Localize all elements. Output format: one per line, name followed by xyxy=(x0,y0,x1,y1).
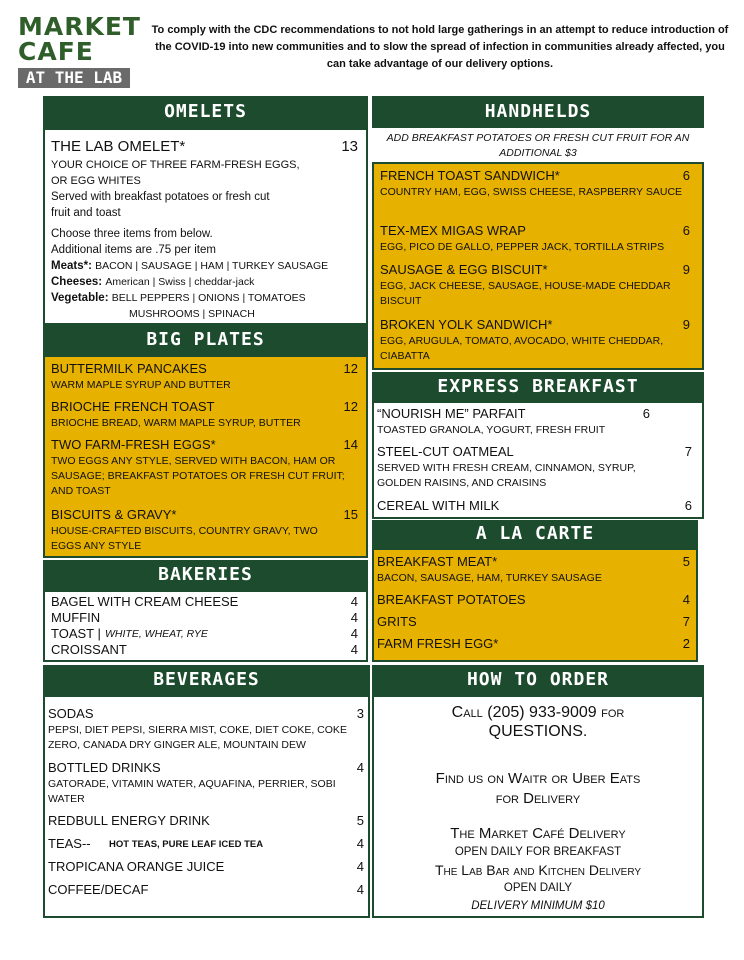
handhelds-section xyxy=(372,162,704,370)
item-description: PEPSI, DIET PEPSI, SIERRA MIST, COKE, DIET COKE, COKE ZERO, CANADA DRY GINGER ALE, MOUNTAIN DEW xyxy=(48,724,347,751)
item-price: 6 xyxy=(642,406,650,421)
item-price: 4 xyxy=(356,859,364,874)
item-description: BRIOCHE BREAD, WARM MAPLE SYRUP, BUTTER xyxy=(51,417,301,429)
item-description: HOUSE-CRAFTED BISCUITS, COUNTRY GRAVY, TWO EGGS ANY STYLE xyxy=(51,525,318,552)
item-name: BOTTLED DRINKS xyxy=(48,760,161,775)
item-name: TWO FARM-FRESH EGGS* xyxy=(51,437,216,452)
find-line-1: Find us on Waitr or Uber Eats xyxy=(435,770,641,787)
item-name: TROPICANA ORANGE JUICE xyxy=(48,859,225,874)
item-name: FRENCH TOAST SANDWICH* xyxy=(380,168,560,183)
express-breakfast-section xyxy=(372,401,704,519)
item-price: 2 xyxy=(682,636,690,651)
item-price: 9 xyxy=(682,317,690,332)
item-description: BACON, SAUSAGE, HAM, TURKEY SAUSAGE xyxy=(377,572,602,584)
cheeses-label: Cheeses: xyxy=(51,276,103,288)
item-price: 14 xyxy=(343,437,358,452)
market-cafe-hours: OPEN DAILY FOR BREAKFAST xyxy=(454,846,622,858)
item-description: GATORADE, VITAMIN WATER, AQUAFINA, PERRIER, SOBI WATER xyxy=(48,778,336,805)
menu-item xyxy=(45,626,366,642)
vegetable-label: Vegetable: xyxy=(51,292,109,304)
big-plates-heading: BIG PLATES xyxy=(43,325,368,355)
item-price: 7 xyxy=(682,614,690,629)
item-name: TOAST | xyxy=(51,626,101,641)
item-name: BREAKFAST POTATOES xyxy=(377,592,526,607)
logo-line-market: MARKET xyxy=(18,12,141,41)
cheeses-list: American | Swiss | cheddar-jack xyxy=(105,276,255,288)
lab-hours: OPEN DAILY xyxy=(503,882,573,894)
item-price: 5 xyxy=(356,813,364,828)
omelet-line: Served with breakfast potatoes or fresh cut xyxy=(51,191,270,203)
item-price: 6 xyxy=(682,223,690,238)
item-name: COFFEE/DECAF xyxy=(48,882,149,897)
a-la-carte-heading: A LA CARTE xyxy=(372,520,698,548)
beverages-section xyxy=(43,695,370,918)
find-line-2: for Delivery xyxy=(495,790,581,807)
menu-item xyxy=(45,610,366,626)
big-plates-section xyxy=(43,355,368,558)
item-price: 4 xyxy=(356,760,364,775)
omelet-title: THE LAB OMELET* xyxy=(51,138,186,155)
item-name: STEEL-CUT OATMEAL xyxy=(377,444,514,459)
omelet-options xyxy=(51,226,367,322)
item-name: BRIOCHE FRENCH TOAST xyxy=(51,399,215,414)
meats-list: BACON | SAUSAGE | HAM | TURKEY SAUSAGE xyxy=(95,260,329,272)
omelet-choose: Choose three items from below. xyxy=(51,228,213,240)
item-description: TWO EGGS ANY STYLE, SERVED WITH BACON, HAM OR SAUSAGE; BREAKFAST POTATOES OR FRESH CUT FRUIT; AND TOAST xyxy=(51,455,345,497)
omelet-line: OR EGG WHITES xyxy=(51,175,141,187)
express-breakfast-heading: EXPRESS BREAKFAST xyxy=(372,372,704,401)
item-name: TEAS-- xyxy=(48,836,91,851)
item-price: 4 xyxy=(350,642,358,657)
call-line-1: Call (205) 933-9009 for xyxy=(451,704,625,721)
menu-item xyxy=(45,642,366,658)
how-to-order-section xyxy=(372,695,704,918)
omelets-heading: OMELETS xyxy=(43,96,368,128)
item-description: TOASTED GRANOLA, YOGURT, FRESH FRUIT xyxy=(377,424,606,436)
item-description: WHITE, WHEAT, RYE xyxy=(105,628,208,640)
market-cafe-delivery: The Market Café Delivery xyxy=(450,825,626,842)
logo-line-cafe: CAFE xyxy=(18,37,94,66)
call-line-2: QUESTIONS. xyxy=(488,723,588,740)
item-description: EGG, JACK CHEESE, SAUSAGE, HOUSE-MADE CHEDDAR BISCUIT xyxy=(380,280,671,307)
delivery-minimum: DELIVERY MINIMUM $10 xyxy=(471,900,605,912)
item-description: COUNTRY HAM, EGG, SWISS CHEESE, RASPBERRY SAUCE xyxy=(380,186,683,198)
item-name: TEX-MEX MIGAS WRAP xyxy=(380,223,526,238)
item-name: MUFFIN xyxy=(51,610,101,625)
item-price: 4 xyxy=(356,882,364,897)
market-cafe-logo xyxy=(18,12,141,87)
item-name: “NOURISH ME” PARFAIT xyxy=(377,406,526,421)
vegetable-list: BELL PEPPERS | ONIONS | TOMATOES xyxy=(111,292,306,304)
item-description: EGG, ARUGULA, TOMATO, AVOCADO, WHITE CHEDDAR, CIABATTA xyxy=(380,335,664,362)
menu-item xyxy=(45,594,366,610)
item-name: BREAKFAST MEAT* xyxy=(377,554,498,569)
handhelds-heading: HANDHELDS xyxy=(372,96,704,128)
item-price: 4 xyxy=(356,836,364,851)
item-name: REDBULL ENERGY DRINK xyxy=(48,813,210,828)
item-price: 7 xyxy=(684,444,692,459)
item-name: BAGEL WITH CREAM CHEESE xyxy=(51,594,239,609)
meats-label: Meats*: xyxy=(51,260,92,272)
item-price: 5 xyxy=(682,554,690,569)
item-price: 12 xyxy=(343,361,358,376)
call-info xyxy=(374,703,702,741)
item-name: BISCUITS & GRAVY* xyxy=(51,507,177,522)
beverages-heading: BEVERAGES xyxy=(43,665,370,695)
item-name: GRITS xyxy=(377,614,417,629)
item-price: 12 xyxy=(343,399,358,414)
item-price: 4 xyxy=(350,594,358,609)
vegetable-list-2: MUSHROOMS | SPINACH xyxy=(129,308,255,320)
item-price: 3 xyxy=(356,706,364,721)
item-description: EGG, PICO DE GALLO, PEPPER JACK, TORTILLA STRIPS xyxy=(380,241,665,253)
item-description: WARM MAPLE SYRUP AND BUTTER xyxy=(51,379,231,391)
item-price: 4 xyxy=(350,610,358,625)
omelet-price: 13 xyxy=(341,138,358,155)
item-price: 4 xyxy=(350,626,358,641)
item-name: SODAS xyxy=(48,706,94,721)
item-price: 9 xyxy=(682,262,690,277)
item-description: SERVED WITH FRESH CREAM, CINNAMON, SYRUP, GOLDEN RAISINS, AND CRAISINS xyxy=(377,462,636,489)
bakeries-heading: BAKERIES xyxy=(43,560,368,590)
item-price: 6 xyxy=(682,168,690,183)
how-to-order-heading: HOW TO ORDER xyxy=(372,665,704,695)
item-name: SAUSAGE & EGG BISCUIT* xyxy=(380,262,548,277)
item-description: HOT TEAS, PURE LEAF ICED TEA xyxy=(109,839,264,850)
item-name: BROKEN YOLK SANDWICH* xyxy=(380,317,553,332)
omelets-section xyxy=(43,128,368,325)
lab-delivery: The Lab Bar and Kitchen Delivery xyxy=(434,862,642,878)
item-name: CROISSANT xyxy=(51,642,127,657)
bakeries-section xyxy=(43,590,368,662)
omelet-description xyxy=(51,157,361,221)
delivery-apps-info xyxy=(374,769,702,809)
a-la-carte-section xyxy=(372,548,698,662)
omelet-line: fruit and toast xyxy=(51,207,121,219)
handhelds-note: ADD BREAKFAST POTATOES OR FRESH CUT FRUIT FOR AN ADDITIONAL $3 xyxy=(386,132,690,159)
item-price: 6 xyxy=(684,498,692,513)
delivery-hours-info xyxy=(374,825,702,915)
omelet-line: YOUR CHOICE OF THREE FARM-FRESH EGGS, xyxy=(51,159,300,171)
omelet-additional: Additional items are .75 per item xyxy=(51,244,216,256)
item-name: BUTTERMILK PANCAKES xyxy=(51,361,207,376)
item-name: CEREAL WITH MILK xyxy=(377,498,500,513)
logo-line-at-the-lab: AT THE LAB xyxy=(18,68,130,88)
item-price: 15 xyxy=(343,507,358,522)
covid-notice: To comply with the CDC recommendations to not hold large gatherings in an attempt to reduce introduction of the COVID-19 into new communities and to slow the spread of infection in communities already affected, you can take advantage of our delivery options. xyxy=(151,24,729,70)
item-name: FARM FRESH EGG* xyxy=(377,636,499,651)
item-price: 4 xyxy=(682,592,690,607)
